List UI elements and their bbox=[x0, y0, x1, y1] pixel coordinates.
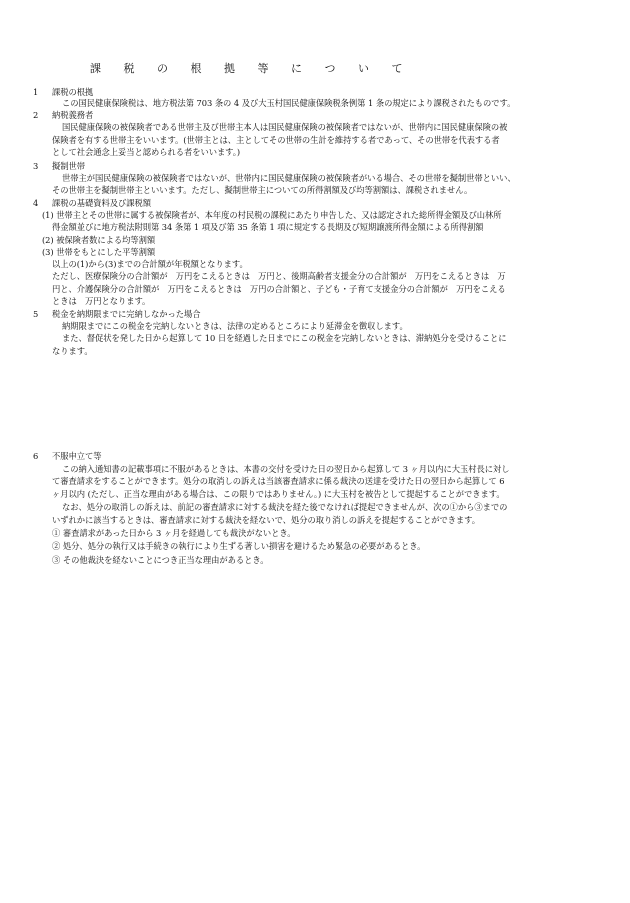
section-line: として社会通念上妥当と認められる者をいいます。) bbox=[52, 147, 241, 157]
section-line: なります。 bbox=[52, 346, 93, 356]
section-number: 6 bbox=[33, 451, 39, 461]
section-heading: 不服申立て等 bbox=[52, 451, 102, 461]
section-line: (1) 世帯主とその世帯に属する被保険者が、本年度の村民税の課税にあたり申告した、又は認定された総所得金額及び山林所 bbox=[42, 210, 502, 220]
section-line: 以上の(1)から(3)までの合計額が年税額となります。 bbox=[52, 259, 248, 269]
section-line: 国民健康保険の被保険者である世帯主及び世帯主本人は国民健康保険の被保険者ではないが、世帯内に国民健康保険の被 bbox=[62, 122, 508, 132]
section-line: この国民健康保険税は、地方税法第 703 条の 4 及び大玉村国民健康保険税条例第 1 条の規定により課税されたものです。 bbox=[62, 98, 516, 108]
section-number: 5 bbox=[33, 309, 39, 319]
section-line: ヶ月以内 (ただし、正当な理由がある場合は、この限りではありません。) に大玉村を被告として提起することができます。 bbox=[52, 489, 505, 499]
section-number: 4 bbox=[33, 198, 39, 208]
section-line: いずれかに該当するときは、審査請求に対する裁決を経ないで、処分の取り消しの訴えを提起することができます。 bbox=[52, 515, 481, 525]
section-line: ② 処分、処分の執行又は手続きの執行により生ずる著しい損害を避けるため緊急の必要があるとき。 bbox=[52, 541, 426, 551]
section-heading: 納税義務者 bbox=[52, 110, 94, 120]
section-line: ただし、医療保険分の合計額が 万円をこえるときは 万円と、後期高齢者支援金分の合計額が 万円をこえるときは 万 bbox=[52, 271, 506, 281]
document-title: 課 税 の 根 拠 等 に つ い て bbox=[90, 62, 412, 75]
section-number: 2 bbox=[33, 110, 39, 120]
section-heading: 課税の根拠 bbox=[52, 87, 94, 97]
section-line: なお、処分の取消しの訴えは、前記の審査請求に対する裁決を経た後でなければ提起できませんが、次の①から③までの bbox=[62, 502, 508, 512]
section-number: 1 bbox=[33, 87, 39, 97]
section-line: 世帯主が国民健康保険の被保険者ではないが、世帯内に国民健康保険の被保険者がいる場合、その世帯を擬制世帯といい、 bbox=[62, 173, 516, 183]
section-line: また、督促状を発した日から起算して 10 日を経過した日までにこの税金を完納しないときは、滞納処分を受けることに bbox=[62, 333, 507, 343]
section-line: て審査請求をすることができます。処分の取消しの訴えは当該審査請求に係る裁決の送達を受けた日の翌日から起算して 6 bbox=[52, 476, 505, 486]
section-line: (3) 世帯をもとにした平等割額 bbox=[42, 247, 156, 257]
section-line: ③ その他裁決を経ないことにつき正当な理由があるとき。 bbox=[52, 555, 269, 565]
section-line: ① 審査請求があった日から 3 ヶ月を経過しても裁決がないとき。 bbox=[52, 528, 296, 538]
section-line: (2) 被保険者数による均等割額 bbox=[42, 235, 156, 245]
section-heading: 税金を納期限までに完納しなかった場合 bbox=[52, 309, 201, 319]
section-number: 3 bbox=[33, 161, 39, 171]
section-line: この納入通知書の記載事項に不服があるときは、本書の交付を受けた日の翌日から起算して 3 ヶ月以内に大玉村長に対し bbox=[62, 464, 510, 474]
section-line: ときは 万円となります。 bbox=[52, 296, 151, 306]
section-line: 保険者を有する世帯主をいいます。(世帯主とは、主としてその世帯の生計を維持する者であって、その世帯を代表する者 bbox=[52, 135, 500, 145]
section-line: その世帯主を擬制世帯主といいます。ただし、擬制世帯主についての所得割額及び均等割額は、課税されません。 bbox=[52, 185, 473, 195]
section-line: 納期限までにこの税金を完納しないときは、法律の定めるところにより延滞金を徴収します。 bbox=[62, 321, 408, 331]
section-heading: 課税の基礎資料及び課税額 bbox=[52, 198, 151, 208]
section-line: 得金額並びに地方税法附則第 34 条第 1 項及び第 35 条第 1 項に規定する長期及び短期譲渡所得金額による所得割額 bbox=[52, 222, 484, 232]
section-heading: 擬制世帯 bbox=[52, 161, 85, 171]
section-line: 円と、介護保険分の合計額が 万円をこえるときは 万円の合計額と、子ども・子育て支援金分の合計額が 万円をこえる bbox=[52, 284, 506, 294]
